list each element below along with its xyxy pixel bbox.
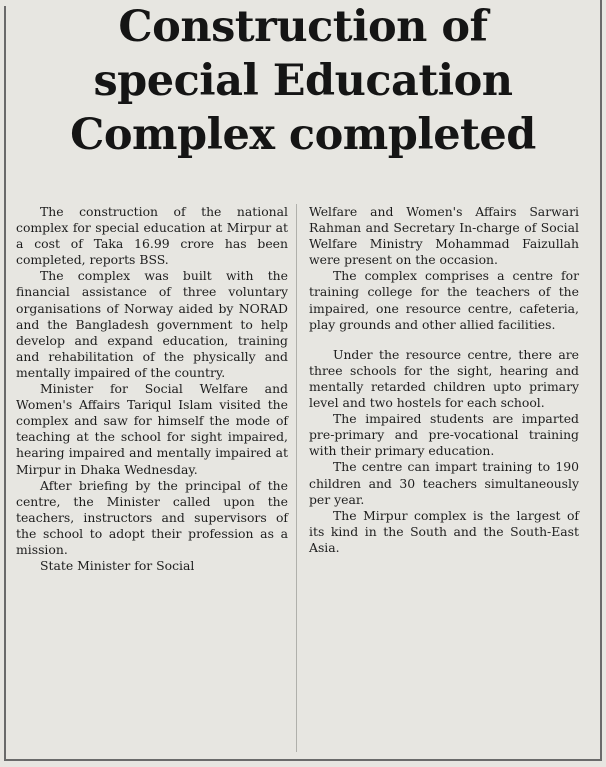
article-paragraph: The complex comprises a centre for training college for the teachers of the impaired, one resource centre, cafeteria, play grounds and other allied facilities. [309,268,579,332]
clipping-border-left [4,6,6,760]
article-column-left [16,204,288,574]
article-paragraph: Under the resource centre, there are three schools for the sight, hearing and mentally retarded children upto primary level and two hostels for each school. [309,346,579,411]
article-paragraph: The centre can impart training to 190 children and 30 teachers simultaneously per year. [309,459,579,507]
article-paragraph: Minister for Social Welfare and Women's Affairs Tariqul Islam visited the complex and saw for himself the mode of teaching at the school for sight impaired, hearing impaired and mentally impaired at Mirpur in Dhaka Wednesday. [16,381,288,477]
article-paragraph: The construction of the national complex for special education at Mirpur at a cost of Taka 16.99 crore has been completed, reports BSS. [16,204,288,268]
clipping-border-bottom [4,759,602,761]
article-paragraph: State Minister for Social [40,558,195,574]
column-divider [296,204,297,752]
article-paragraph: The Mirpur complex is the largest of its kind in the South and the South-East Asia. [309,507,579,555]
headline [14,0,592,162]
article-paragraph: Welfare and Women's Affairs Sarwari Rahman and Secretary In-charge of Social Welfare Ministry Mohammad Faizullah were present on the occasion. [309,204,579,268]
article-paragraph: The impaired students are imparted pre-primary and pre-vocational training with their primary education. [309,411,579,459]
headline-line: Construction of [118,2,488,52]
headline-line: Complex completed [70,110,536,160]
article-paragraph: After briefing by the principal of the centre, the Minister called upon the teachers, instructors and supervisors of the school to adopt their profession as a mission. [16,477,288,557]
article-column-right [309,204,579,556]
headline-line: special Education [93,56,513,106]
clipping-border-right [600,0,602,760]
article-paragraph: The complex was built with the financial assistance of three voluntary organisations of Norway aided by NORAD and the Bangladesh government to help develop and expand education, training and rehabilitation of the physically and mentally impaired of the country. [16,268,288,380]
